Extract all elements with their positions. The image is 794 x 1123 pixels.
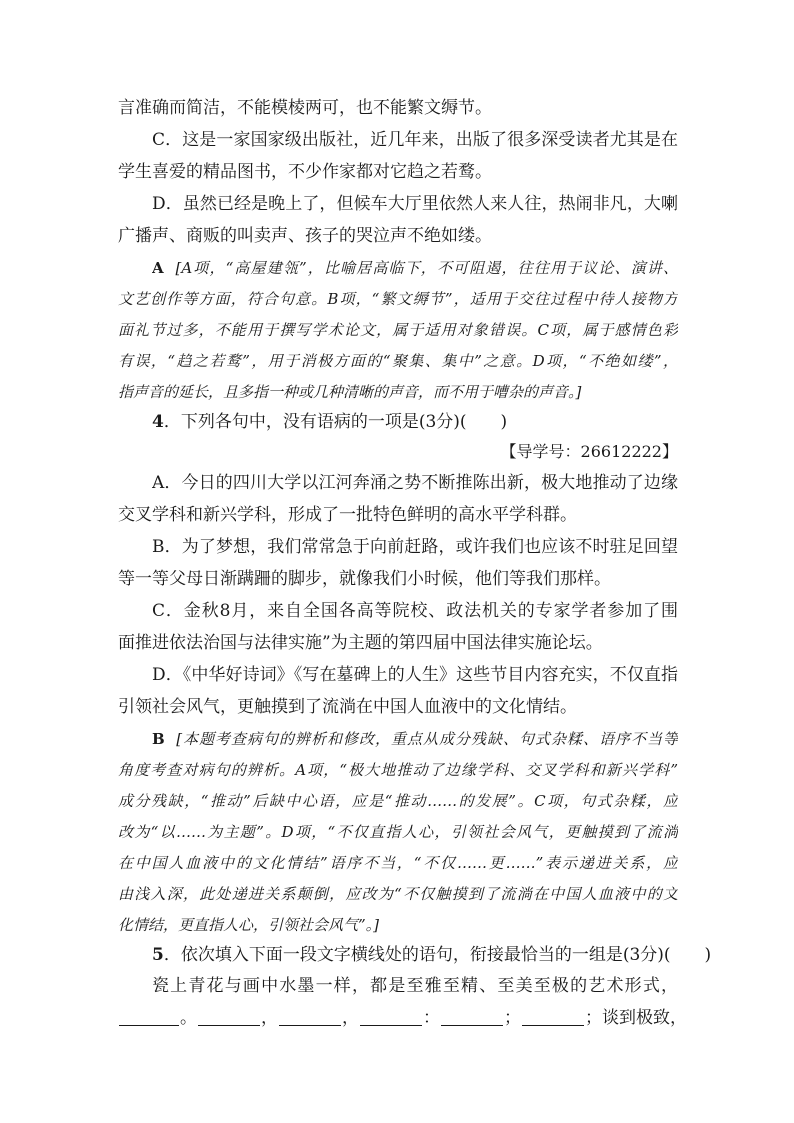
option-c-line: C．这是一家国家级出版社，近几年来，出版了很多深受读者尤其是在: [152, 130, 678, 150]
guide-number: 【导学号：26612222】: [500, 442, 678, 461]
answer-line: 由浅入深，此处递进关系颠倒，应改为“不仅触摸到了流淌在中国人血液中的文: [118, 885, 678, 903]
option-c-line: 学生喜爱的精品图书，不少作家都对它趋之若鹜。: [118, 162, 492, 182]
answer-line: 文艺创作等方面，符合句意。B项，“繁文缛节”，适用于交往过程中待人接物方: [118, 290, 678, 308]
answer-line: 指声音的延长，且多指一种或几种清晰的声音，而不用于嘈杂的声音。]: [118, 383, 582, 401]
option-a-line: 交叉学科和新兴学科，形成了一批特色鲜明的高水平学科群。: [118, 505, 577, 525]
option-d-line: D．《中华好诗词》《写在墓碑上的人生》这些节目内容充实，不仅直指: [152, 665, 678, 685]
option-d-line: 广播声、商贩的叫卖声、孩子的哭泣声不绝如缕。: [118, 226, 492, 246]
punctuation: ：: [423, 1008, 440, 1028]
answer-letter: B: [152, 730, 165, 748]
answer-line: [152, 256, 678, 280]
fill-blank[interactable]: [441, 1009, 503, 1026]
option-d-line: 引领社会风气，更触摸到了流淌在中国人血液中的文化情结。: [118, 697, 577, 717]
option-a-line: A．今日的四川大学以江河奔涌之势不断推陈出新，极大地推动了边缘: [152, 473, 678, 493]
fill-blank[interactable]: [279, 1009, 341, 1026]
text-line: 言准确而简洁，不能模棱两可，也不能繁文缛节。: [118, 98, 492, 118]
question-4-stem: [152, 410, 678, 434]
answer-line: 化情结，更直指人心，引领社会风气”。]: [118, 916, 380, 934]
answer-line: [152, 727, 678, 751]
option-c-line: 面推进依法治国与法律实施”为主题的第四届中国法律实施论坛。: [118, 633, 603, 653]
question-number: 4: [152, 412, 164, 432]
punctuation: ，: [261, 1008, 278, 1028]
answer-line: 面礼节过多，不能用于撰写学术论文，属于适用对象错误。C项，属于感情色彩: [118, 321, 678, 339]
option-b-line: 等一等父母日渐蹒跚的脚步，就像我们小时候，他们等我们那样。: [118, 569, 611, 589]
fill-blank[interactable]: [360, 1009, 422, 1026]
option-b-line: B．为了梦想，我们常常急于向前赶路，或许我们也应该不时驻足回望: [152, 537, 678, 557]
answer-line: 有误，“趋之若鹜”，用于消极方面的“聚集、集中”之意。D项，“不绝如缕”，: [118, 352, 678, 370]
passage-text: ；谈到极致，: [585, 1008, 687, 1028]
answer-text: [A项，“高屋建瓴”，比喻居高临下，不可阻遏，往往用于议论、演讲、: [175, 259, 678, 277]
passage-blanks-line: [118, 1006, 687, 1030]
answer-text: [本题考查病句的辨析和修改，重点从成分残缺、句式杂糅、语序不当等: [176, 730, 678, 748]
answer-line: 角度考查对病句的辨析。A项，“极大地推动了边缘学科、交叉学科和新兴学科”: [118, 761, 678, 779]
answer-line: 改为“以……为主题”。D项，“不仅直指人心，引领社会风气，更触摸到了流淌: [118, 823, 678, 841]
option-c-line: C．金秋8月，来自全国各高等院校、政法机关的专家学者参加了围: [152, 601, 678, 621]
fill-blank[interactable]: [198, 1009, 260, 1026]
question-5-stem: [152, 943, 712, 967]
answer-line: 成分残缺，“推动”后缺中心语，应是“推动……的发展”。C项，句式杂糅，应: [118, 792, 678, 810]
passage-line: 瓷上青花与画中水墨一样，都是至雅至精、至美至极的艺术形式，: [152, 976, 678, 996]
fill-blank[interactable]: [119, 1009, 179, 1026]
answer-line: 在中国人血液中的文化情结”语序不当，“不仅……更……”表示递进关系，应: [118, 854, 678, 872]
fill-blank[interactable]: [522, 1009, 584, 1026]
punctuation: ；: [504, 1008, 521, 1028]
punctuation: 。: [180, 1008, 197, 1028]
question-text: ．下列各句中，没有语病的一项是(3分)( ): [163, 412, 508, 432]
answer-letter: A: [152, 259, 164, 277]
question-number: 5: [152, 945, 164, 965]
question-text: ．依次填入下面一段文字横线处的语句，衔接最恰当的一组是(3分)( ): [163, 945, 712, 965]
punctuation: ，: [342, 1008, 359, 1028]
option-d-line: D．虽然已经是晚上了，但候车大厅里依然人来人往，热闹非凡，大喇: [152, 194, 678, 214]
